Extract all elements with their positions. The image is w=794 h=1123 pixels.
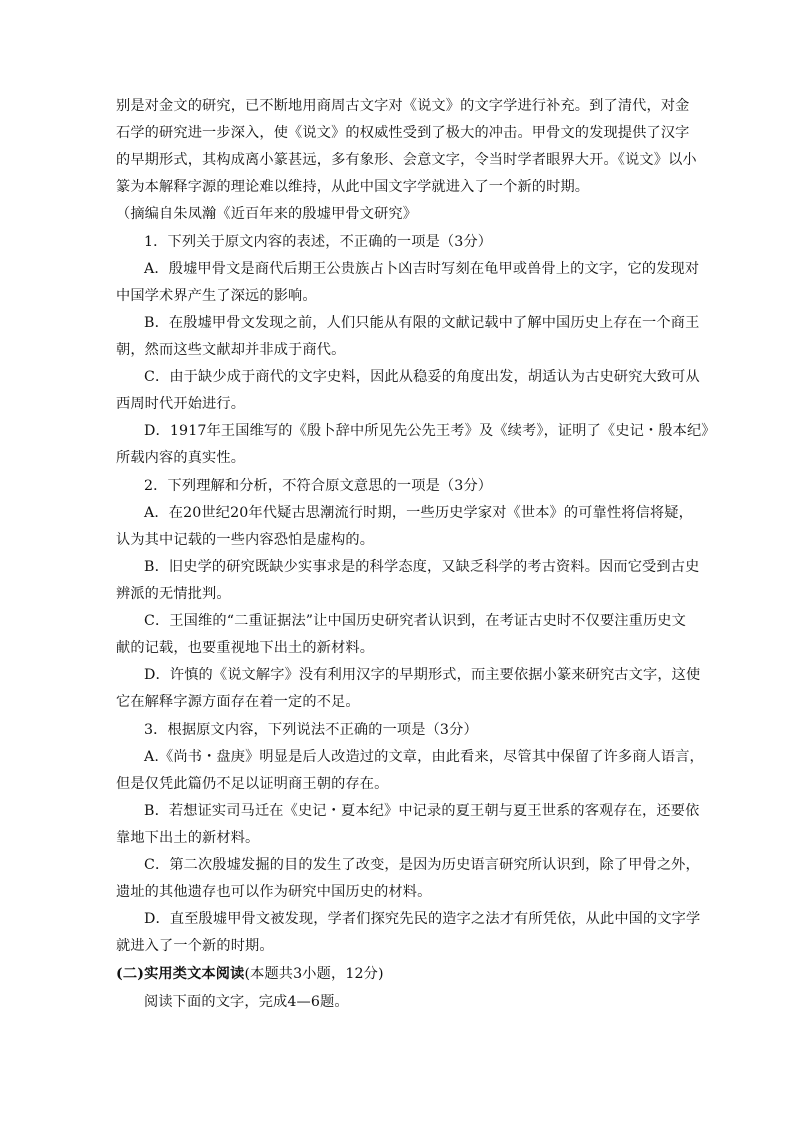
q2-option-d-cont: 它在解释字源方面存在着一定的不足。 bbox=[116, 694, 360, 710]
q2-option-a-cont: 认为其中记载的一些内容恐怕是虚构的。 bbox=[116, 532, 375, 548]
q1-option-a-cont: 中国学术界产生了深远的影响。 bbox=[116, 288, 317, 304]
text-line-2: 石学的研究进一步深入，使《说文》的权威性受到了极大的冲击。甲骨文的发现提供了汉字 bbox=[116, 125, 690, 141]
q3-option-b: B．若想证实司马迁在《史记・夏本纪》中记录的夏王朝与夏王世系的客观存在，还要依 bbox=[144, 803, 700, 819]
q3-option-d: D．直至殷墟甲骨文被发现，学者们探究先民的造字之法才有所凭依，从此中国的文字学 bbox=[144, 911, 701, 927]
q1-option-c: C．由于缺少成于商代的文字史料，因此从稳妥的角度出发，胡适认为古史研究大致可从 bbox=[144, 369, 700, 385]
q2-option-b-cont: 辨派的无情批判。 bbox=[116, 586, 231, 602]
q3-option-a-cont: 但是仅凭此篇仍不足以证明商王朝的存在。 bbox=[116, 776, 389, 792]
question-1-stem: 1．下列关于原文内容的表述，不正确的一项是（3分） bbox=[144, 234, 493, 250]
q2-option-d: D．许慎的《说文解字》没有利用汉字的早期形式，而主要依据小篆来研究古文字，这使 bbox=[144, 667, 701, 683]
q3-option-c-cont: 遗址的其他遗存也可以作为研究中国历史的材料。 bbox=[116, 884, 432, 900]
q2-option-a: A．在20世纪20年代疑古思潮流行时期，一些历史学家对《世本》的可靠性将信将疑， bbox=[144, 505, 693, 521]
text-line-4: 篆为本解释字源的理论难以维持，从此中国文字学就进入了一个新的时期。 bbox=[116, 179, 590, 195]
q2-option-c: C．王国维的“二重证据法”让中国历史研究者认识到，在考证古史时不仅要注重历史文 bbox=[144, 613, 686, 629]
q2-option-b: B．旧史学的研究既缺少实事求是的科学态度，又缺乏科学的考古资料。因而它受到古史 bbox=[144, 559, 700, 575]
q3-option-d-cont: 就进入了一个新的时期。 bbox=[116, 938, 274, 954]
q1-option-c-cont: 西周时代开始进行。 bbox=[116, 396, 246, 412]
q1-option-d-cont: 所载内容的真实性。 bbox=[116, 450, 246, 466]
q3-option-b-cont: 靠地下出土的新材料。 bbox=[116, 830, 260, 846]
question-3-stem: 3．根据原文内容，下列说法不正确的一项是（3分） bbox=[144, 722, 478, 738]
q2-option-c-cont: 献的记载，也要重视地下出土的新材料。 bbox=[116, 640, 375, 656]
text-line-3: 的早期形式，其构成离小篆甚远，多有象形、会意文字，令当时学者眼界大开。《说文》以小 bbox=[116, 152, 697, 168]
section-instruction: 阅读下面的文字，完成4—6题。 bbox=[144, 994, 349, 1010]
q1-option-b-cont: 朝，然而这些文献却并非成于商代。 bbox=[116, 342, 346, 358]
source-citation: （摘编自朱凤瀚《近百年来的殷墟甲骨文研究》 bbox=[116, 206, 418, 222]
q3-option-a: A.《尚书・盘庚》明显是后人改造过的文章，由此看来，尽管其中保留了许多商人语言， bbox=[144, 749, 704, 765]
q1-option-b: B．在殷墟甲骨文发现之前，人们只能从有限的文献记载中了解中国历史上存在一个商王 bbox=[144, 315, 700, 331]
q1-option-d: D．1917年王国维写的《殷卜辞中所见先公先王考》及《续考》，证明了《史记・殷本纪》 bbox=[144, 423, 716, 439]
q1-option-a: A．殷墟甲骨文是商代后期王公贵族占卜凶吉时写刻在龟甲或兽骨上的文字，它的发现对 bbox=[144, 261, 700, 277]
text-line-1: 别是对金文的研究，已不断地用商周古文字对《说文》的文字学进行补充。到了清代，对金 bbox=[116, 98, 690, 114]
section-heading-title: (二)实用类文本阅读 bbox=[116, 966, 245, 982]
section-heading-note: (本题共3小题，12分) bbox=[244, 966, 384, 982]
section-heading bbox=[116, 964, 681, 984]
q3-option-c: C．第二次殷墟发掘的目的发生了改变，是因为历史语言研究所认识到，除了甲骨之外， bbox=[144, 857, 700, 873]
question-2-stem: 2．下列理解和分析，不符合原文意思的一项是（3分） bbox=[144, 478, 493, 494]
